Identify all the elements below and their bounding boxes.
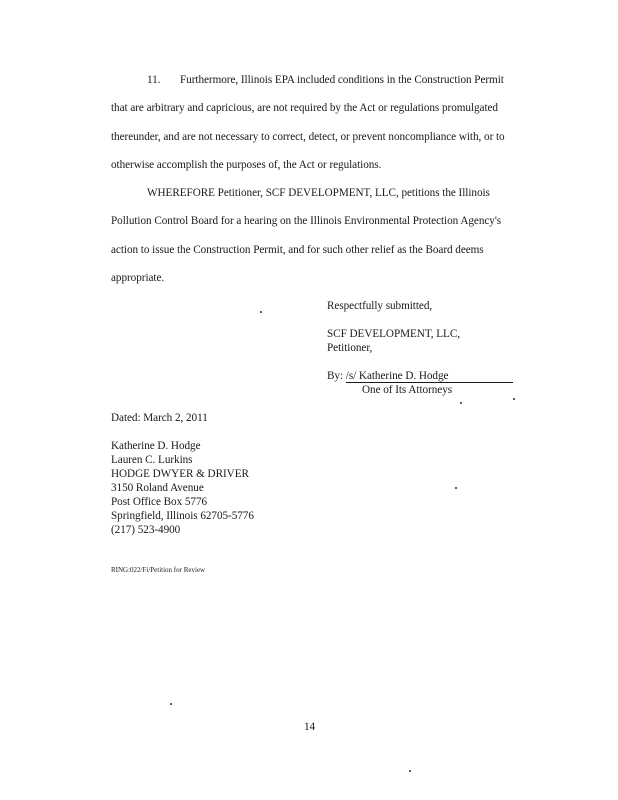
scan-speck bbox=[409, 770, 411, 772]
paragraph-line: that are arbitrary and capricious, are not required by the Act or regulations promulgated bbox=[111, 102, 498, 114]
wherefore-line: appropriate. bbox=[111, 272, 165, 284]
counsel-line: HODGE DWYER & DRIVER bbox=[111, 468, 249, 480]
paragraph-line: otherwise accomplish the purposes of, the Act or regulations. bbox=[111, 159, 382, 171]
paragraph-number: 11. bbox=[147, 74, 161, 86]
counsel-line: 3150 Roland Avenue bbox=[111, 482, 204, 494]
closing: Respectfully submitted, bbox=[327, 300, 433, 312]
petitioner-role: Petitioner, bbox=[327, 342, 373, 354]
scan-speck bbox=[455, 487, 457, 489]
counsel-line: Lauren C. Lurkins bbox=[111, 454, 193, 466]
page-number: 14 bbox=[304, 721, 316, 733]
file-reference: RING:022/Fi/Petition for Review bbox=[111, 566, 206, 574]
by-label: By: bbox=[327, 370, 344, 382]
signature-line bbox=[327, 369, 513, 383]
counsel-line: Katherine D. Hodge bbox=[111, 440, 201, 452]
signature: /s/ Katherine D. Hodge bbox=[346, 370, 513, 383]
attorney-line: One of Its Attorneys bbox=[362, 384, 453, 396]
counsel-line: (217) 523-4900 bbox=[111, 524, 181, 536]
scan-speck bbox=[260, 311, 262, 313]
paragraph-line: thereunder, and are not necessary to correct, detect, or prevent noncompliance with, or to bbox=[111, 131, 505, 143]
counsel-line: Post Office Box 5776 bbox=[111, 496, 208, 508]
scan-speck bbox=[513, 398, 515, 400]
wherefore-line: WHEREFORE Petitioner, SCF DEVELOPMENT, LLC, petitions the Illinois bbox=[147, 187, 490, 199]
scan-speck bbox=[170, 703, 172, 705]
counsel-line: Springfield, Illinois 62705-5776 bbox=[111, 510, 254, 522]
company-name: SCF DEVELOPMENT, LLC, bbox=[327, 328, 460, 340]
scan-speck bbox=[460, 402, 462, 404]
wherefore-line: action to issue the Construction Permit, and for such other relief as the Board deems bbox=[111, 244, 484, 256]
date-line: Dated: March 2, 2011 bbox=[111, 412, 208, 424]
paragraph-line: Furthermore, Illinois EPA included conditions in the Construction Permit bbox=[180, 74, 504, 86]
wherefore-line: Pollution Control Board for a hearing on the Illinois Environmental Protection Agency's bbox=[111, 215, 502, 227]
